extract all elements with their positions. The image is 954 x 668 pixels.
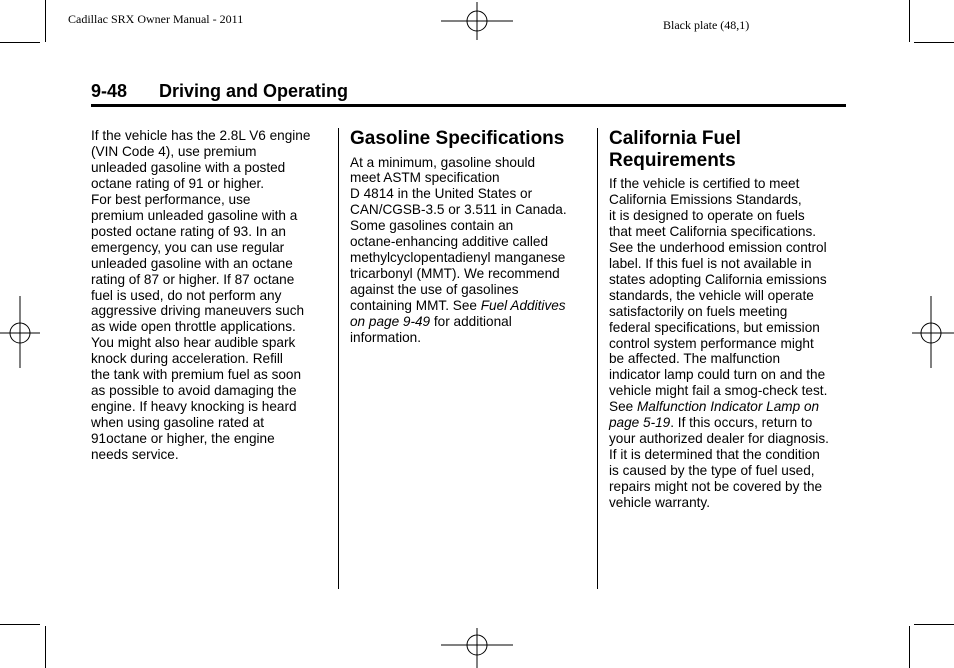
heading-line: Requirements: [609, 149, 736, 171]
text-line: fuel is used, do not perform any: [91, 287, 282, 303]
column-gasoline-specifications: [350, 128, 586, 346]
heading-line: California Fuel: [609, 128, 741, 149]
text-line: [350, 298, 586, 314]
text-line: satisfactorily on fuels meeting: [609, 303, 788, 319]
column-divider: [338, 128, 339, 589]
section-title: Driving and Operating: [159, 81, 349, 101]
text-span: . If this occurs, return to: [670, 415, 813, 431]
cross-reference-link[interactable]: page 5-19: [609, 415, 671, 431]
text-line: be affected. The malfunction: [609, 351, 781, 367]
section-heading: Gasoline Specifications: [350, 128, 565, 149]
text-line: Some gasolines contain an: [350, 218, 514, 234]
text-line: emergency, you can use regular: [91, 239, 285, 255]
text-line: the tank with premium fuel as soon: [91, 367, 302, 383]
text-line: vehicle might fail a smog-check test.: [609, 383, 828, 399]
column-divider: [597, 128, 598, 589]
text-line: [350, 314, 586, 330]
text-line: octane rating of 91 or higher.: [91, 175, 265, 191]
text-line: as wide open throttle applications.: [91, 319, 296, 335]
column-california-fuel: [609, 128, 849, 511]
text-line: (VIN Code 4), use premium: [91, 143, 257, 159]
registration-mark-icon: [441, 2, 515, 42]
text-line: octane-enhancing additive called: [350, 234, 549, 250]
text-line: knock during acceleration. Refill: [91, 351, 283, 367]
registration-mark-icon: [0, 296, 40, 370]
text-line: needs service.: [91, 447, 179, 463]
text-span: for additional: [430, 314, 512, 330]
text-line: 91octane or higher, the engine: [91, 431, 275, 447]
cross-reference-link[interactable]: on page 9-49: [350, 314, 431, 330]
text-line: states adopting California emissions: [609, 271, 827, 287]
text-line: engine. If heavy knocking is heard: [91, 399, 297, 415]
text-line: label. If this fuel is not available in: [609, 255, 812, 271]
text-line: it is designed to operate on fuels: [609, 207, 805, 223]
text-line: aggressive driving maneuvers such: [91, 303, 305, 319]
text-line: as possible to avoid damaging the: [91, 383, 297, 399]
text-line: For best performance, use: [91, 191, 251, 207]
text-line: against the use of gasolines: [350, 282, 519, 298]
cross-reference-link[interactable]: Malfunction Indicator Lamp on: [636, 399, 820, 415]
crop-mark: [0, 624, 40, 625]
plate-label: Black plate (48,1): [663, 18, 750, 32]
text-line: vehicle warranty.: [609, 495, 710, 511]
crop-mark: [45, 0, 46, 42]
text-line: [609, 415, 849, 431]
text-line: CAN/CGSB-3.5 or 3.511 in Canada.: [350, 202, 567, 218]
crop-mark: [45, 626, 46, 668]
text-line: that meet California specifications.: [609, 223, 817, 239]
section-header: [91, 80, 846, 107]
crop-mark: [909, 0, 910, 42]
text-line: information.: [350, 329, 422, 345]
text-line: If the vehicle has the 2.8L V6 engine: [91, 128, 311, 143]
crop-mark: [914, 624, 954, 625]
text-line: [609, 399, 849, 415]
crop-mark: [914, 42, 954, 43]
text-line: is caused by the type of fuel used,: [609, 463, 815, 479]
registration-mark-icon: [441, 628, 515, 668]
text-line: See the underhood emission control: [609, 239, 827, 255]
text-span: containing MMT. See: [350, 298, 481, 314]
text-line: posted octane rating of 93. In an: [91, 223, 286, 239]
text-line: meet ASTM specification: [350, 170, 500, 186]
text-line: At a minimum, gasoline should: [350, 154, 536, 170]
text-line: standards, the vehicle will operate: [609, 287, 814, 303]
text-line: indicator lamp could turn on and the: [609, 367, 826, 383]
text-line: California Emissions Standards,: [609, 191, 802, 207]
section-heading: [609, 128, 849, 171]
text-line: your authorized dealer for diagnosis.: [609, 431, 829, 447]
registration-mark-icon: [912, 296, 954, 370]
crop-mark: [909, 626, 910, 668]
column-octane: [91, 128, 331, 463]
text-line: If the vehicle is certified to meet: [609, 176, 800, 191]
page-number: 9-48: [91, 81, 128, 101]
text-line: premium unleaded gasoline with a: [91, 207, 298, 223]
text-line: unleaded gasoline with a posted: [91, 159, 286, 175]
text-line: federal specifications, but emission: [609, 319, 820, 335]
text-line: unleaded gasoline with an octane: [91, 255, 293, 271]
text-line: when using gasoline rated at: [91, 415, 265, 431]
text-line: tricarbonyl (MMT). We recommend: [350, 266, 560, 282]
text-line: D 4814 in the United States or: [350, 186, 533, 202]
text-line: repairs might not be covered by the: [609, 479, 823, 495]
cross-reference-link[interactable]: Fuel Additives: [480, 298, 566, 314]
text-line: control system performance might: [609, 335, 814, 351]
text-line: rating of 87 or higher. If 87 octane: [91, 271, 295, 287]
text-line: If it is determined that the condition: [609, 447, 820, 463]
text-line: You might also hear audible spark: [91, 335, 296, 351]
manual-title: Cadillac SRX Owner Manual - 2011: [68, 12, 244, 26]
text-span: See: [609, 399, 637, 415]
crop-mark: [0, 42, 40, 43]
text-line: methylcyclopentadienyl manganese: [350, 250, 566, 266]
